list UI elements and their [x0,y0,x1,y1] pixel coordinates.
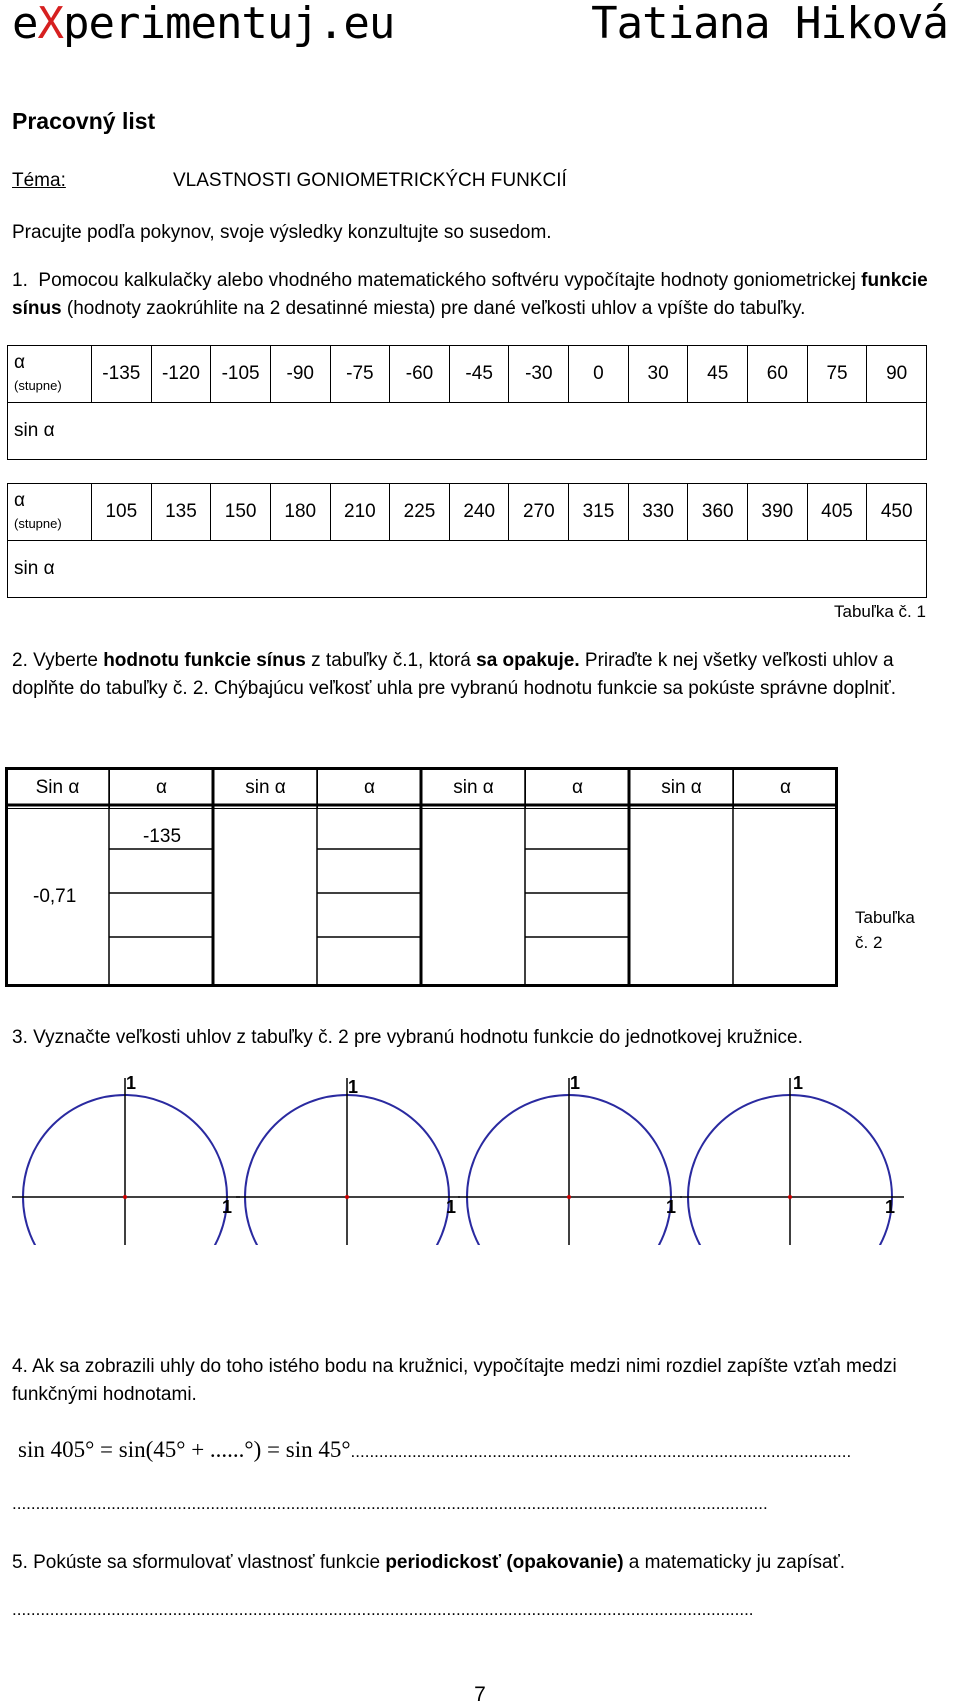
task2-text: 2. Vyberte hodnotu funkcie sínus z tabuľky č.1, ktorá sa opakuje. Priraďte k nej všetky veľkosti uhlov a doplňte do tabuľky č. 2. Chýbajúcu veľkosť uhla pre vybranú hodnotu funkcie sa pokúste správne doplniť. [12,650,897,699]
table1-caption: Tabuľka č. 1 [834,602,926,621]
table2-first-angle: -135 [142,826,182,847]
table1-cell: 45 [688,346,748,403]
answer-dots: ................................................................................................................................................................ [12,1494,768,1513]
worksheet-title: Pracovný list [12,108,156,134]
table1-cell: 135 [151,484,211,541]
answer-dots: .......................................................................................................... [350,1442,852,1461]
table1-cell: -120 [151,346,211,403]
circle-label-x: 1 [666,1197,677,1217]
table1-cell: 315 [569,484,629,541]
table2-header: α [526,768,630,809]
task1-text: 1. Pomocou kalkulačky alebo vhodného matematického softvéru vypočítajte hodnoty goniometrickej funkcie sínus (hodnoty zaokrúhlite na 2 desatinné miesta) pre dané veľkosti uhlov a vpíšte do tabuľky. [12,270,928,319]
unit-circle [12,1078,240,1245]
table1-cell: -30 [509,346,569,403]
table1-cell: 360 [688,484,748,541]
unit-circle [458,1078,682,1245]
page-number: 7 [474,1683,486,1706]
table1-cell: 270 [509,484,569,541]
topic-label: Téma: [12,170,66,191]
table2-header: Sin α [6,768,110,809]
task5-text: 5. Pokúste sa sformulovať vlastnosť funkcie periodickosť (opakovanie) a matematicky ju zapísať. [12,1552,846,1573]
table2-header: α [318,768,422,809]
unit-circle [236,1078,460,1245]
circle-label-x: 1 [446,1197,457,1217]
table1-cell: 330 [628,484,688,541]
table1-cell: 180 [270,484,330,541]
table1-cell: 390 [748,484,808,541]
table1-cell: 225 [390,484,450,541]
site-brand: eXperimentuj.eu [12,0,395,49]
answer-dots: ............................................................................................................................................................. [12,1600,754,1619]
circle-label-y: 1 [348,1077,359,1097]
table1-cell: 210 [330,484,390,541]
circle-label-y: 1 [570,1073,581,1093]
table1-cell: 60 [748,346,808,403]
alpha-label: α (stupne) [8,484,92,541]
table1-cell: -105 [211,346,271,403]
author-name: Tatiana Hiková [591,0,948,49]
intro-text: Pracujte podľa pokynov, svoje výsledky konzultujte so susedom. [12,222,552,243]
table2-header: sin α [630,768,734,809]
table2-value: -0,71 [33,886,77,907]
table1-cell: 150 [211,484,271,541]
table2-header: sin α [422,768,526,809]
table1-cell: -75 [330,346,390,403]
sin-label: sin α [8,541,927,598]
table1-cell: 450 [867,484,927,541]
table1-cell: 90 [867,346,927,403]
table1-cell: 30 [628,346,688,403]
alpha-label: α (stupne) [8,346,92,403]
table1-cell: 0 [569,346,629,403]
table1 [7,345,927,460]
unit-circles [0,1070,960,1245]
unit-circle [680,1078,904,1245]
table1-cell: 75 [807,346,867,403]
table2-header: α [734,768,838,809]
circle-label-x: 1 [885,1197,896,1217]
table1-cell: -45 [449,346,509,403]
table2-caption: Tabuľka č. 2 [855,908,915,952]
topic-value: VLASTNOSTI GONIOMETRICKÝCH FUNKCIÍ [173,170,567,191]
table1-cell: -90 [270,346,330,403]
table1-cell: -135 [92,346,152,403]
task4-formula-line [18,1437,851,1463]
table2-header: sin α [214,768,318,809]
table1-cell: -60 [390,346,450,403]
table2-body-lines [5,767,838,987]
task4-text: 4. Ak sa zobrazili uhly do toho istého bodu na kružnici, vypočítajte medzi nimi rozdiel zapíšte vzťah medzi funkčnými hodnotami. [12,1356,897,1405]
table1-cell: 405 [807,484,867,541]
circle-label-y: 1 [793,1073,804,1093]
table1-cell: 105 [92,484,152,541]
table2-header: α [110,768,214,809]
table1-cell: 240 [449,484,509,541]
sin-label: sin α [8,403,927,460]
task3-text: 3. Vyznačte veľkosti uhlov z tabuľky č. 2 pre vybranú hodnotu funkcie do jednotkovej kružnice. [12,1027,803,1048]
task4-formula: sin 405° = sin(45° + ......°) = sin 45° [18,1437,351,1462]
circle-label-x: 1 [222,1197,233,1217]
circle-label-y: 1 [126,1073,137,1093]
table1b [7,483,927,598]
